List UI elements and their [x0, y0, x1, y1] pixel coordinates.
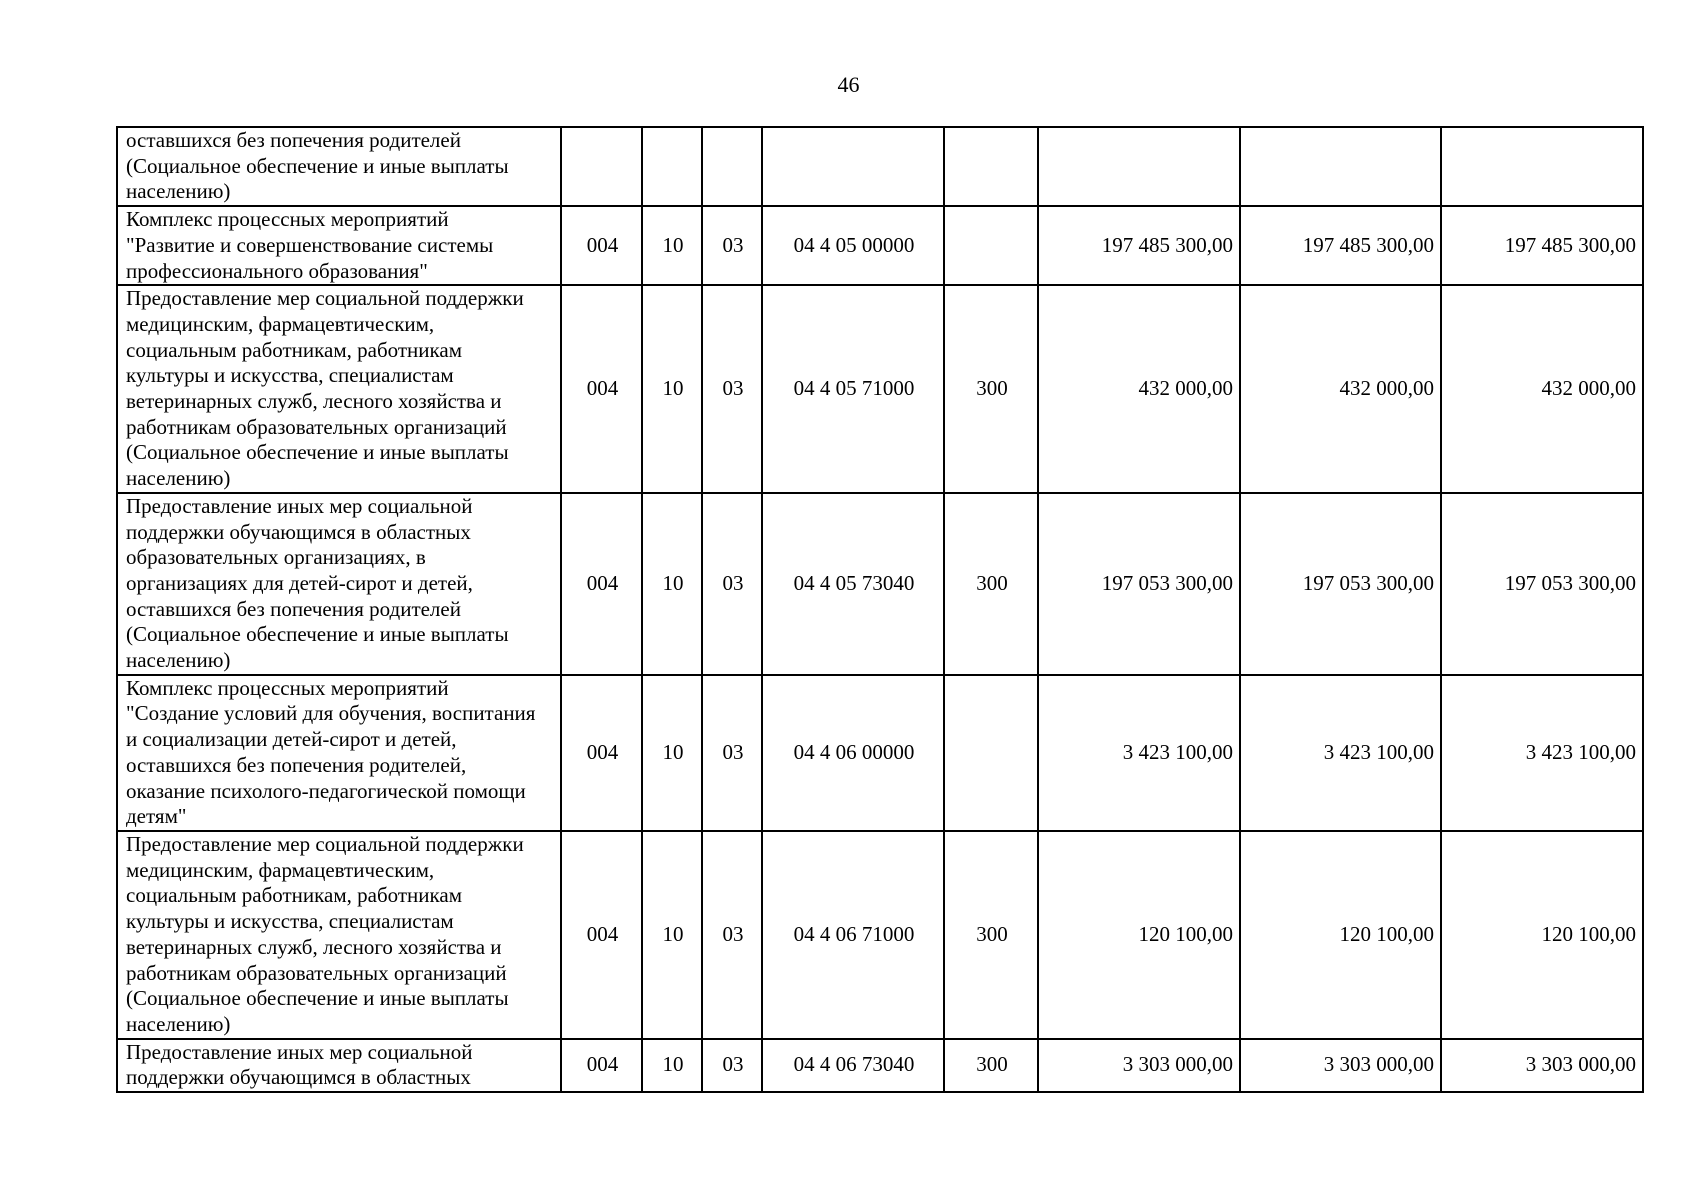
cell-name: Предоставление иных мер социальной поддержки обучающимся в областных: [117, 1039, 561, 1092]
table-row: [117, 831, 1643, 1039]
cell-sum-2: 3 423 100,00: [1240, 675, 1441, 831]
cell-sum-2: 432 000,00: [1240, 285, 1441, 493]
cell-csr: 04 4 05 71000: [762, 285, 944, 493]
cell-gr: 004: [561, 285, 642, 493]
cell-rz: 10: [642, 1039, 702, 1092]
cell-pr: 03: [702, 285, 762, 493]
cell-sum-2: [1240, 127, 1441, 206]
table-row: [117, 285, 1643, 493]
cell-sum-2: 197 485 300,00: [1240, 206, 1441, 285]
cell-sum-1: 3 423 100,00: [1038, 675, 1240, 831]
cell-csr: 04 4 06 71000: [762, 831, 944, 1039]
cell-gr: 004: [561, 1039, 642, 1092]
cell-sum-3: 197 053 300,00: [1441, 493, 1643, 675]
cell-sum-3: 3 423 100,00: [1441, 675, 1643, 831]
cell-sum-1: 3 303 000,00: [1038, 1039, 1240, 1092]
cell-vr: 300: [944, 1039, 1038, 1092]
cell-csr: 04 4 06 00000: [762, 675, 944, 831]
cell-rz: 10: [642, 206, 702, 285]
table-row: [117, 1039, 1643, 1092]
cell-vr: [944, 127, 1038, 206]
cell-gr: 004: [561, 206, 642, 285]
table-row: [117, 127, 1643, 206]
cell-sum-1: 197 053 300,00: [1038, 493, 1240, 675]
cell-name: Предоставление мер социальной поддержки медицинским, фармацевтическим, социальным работникам, работникам культуры и искусства, специалистам ветеринарных служб, лесного хозяйства и работникам образовательных организаций (Социальное обеспечение и иные выплаты населению): [117, 831, 561, 1039]
cell-pr: 03: [702, 675, 762, 831]
cell-csr: 04 4 06 73040: [762, 1039, 944, 1092]
cell-sum-3: 3 303 000,00: [1441, 1039, 1643, 1092]
cell-vr: [944, 206, 1038, 285]
cell-csr: 04 4 05 00000: [762, 206, 944, 285]
cell-gr: 004: [561, 831, 642, 1039]
cell-vr: 300: [944, 493, 1038, 675]
cell-rz: 10: [642, 285, 702, 493]
cell-pr: 03: [702, 493, 762, 675]
cell-sum-3: 432 000,00: [1441, 285, 1643, 493]
cell-sum-3: 197 485 300,00: [1441, 206, 1643, 285]
cell-sum-2: 197 053 300,00: [1240, 493, 1441, 675]
table-row: [117, 493, 1643, 675]
cell-name: Комплекс процессных мероприятий "Развитие и совершенствование системы профессионального образования": [117, 206, 561, 285]
cell-sum-1: 432 000,00: [1038, 285, 1240, 493]
table-row: [117, 206, 1643, 285]
cell-vr: [944, 675, 1038, 831]
cell-gr: 004: [561, 493, 642, 675]
cell-sum-2: 3 303 000,00: [1240, 1039, 1441, 1092]
cell-rz: [642, 127, 702, 206]
cell-name: оставшихся без попечения родителей (Социальное обеспечение и иные выплаты населению): [117, 127, 561, 206]
cell-rz: 10: [642, 831, 702, 1039]
cell-pr: [702, 127, 762, 206]
cell-name: Предоставление мер социальной поддержки медицинским, фармацевтическим, социальным работникам, работникам культуры и искусства, специалистам ветеринарных служб, лесного хозяйства и работникам образовательных организаций (Социальное обеспечение и иные выплаты населению): [117, 285, 561, 493]
cell-pr: 03: [702, 1039, 762, 1092]
cell-name: Предоставление иных мер социальной поддержки обучающимся в областных образовательных организациях, в организациях для детей-сирот и детей, оставшихся без попечения родителей (Социальное обеспечение и иные выплаты населению): [117, 493, 561, 675]
cell-sum-3: [1441, 127, 1643, 206]
cell-sum-1: [1038, 127, 1240, 206]
cell-sum-1: 120 100,00: [1038, 831, 1240, 1039]
cell-csr: 04 4 05 73040: [762, 493, 944, 675]
cell-pr: 03: [702, 206, 762, 285]
cell-name: Комплекс процессных мероприятий "Создание условий для обучения, воспитания и социализации детей-сирот и детей, оставшихся без попечения родителей, оказание психолого-педагогической помощи детям": [117, 675, 561, 831]
cell-gr: 004: [561, 675, 642, 831]
cell-pr: 03: [702, 831, 762, 1039]
cell-rz: 10: [642, 493, 702, 675]
cell-sum-2: 120 100,00: [1240, 831, 1441, 1039]
cell-sum-1: 197 485 300,00: [1038, 206, 1240, 285]
page-number: 46: [837, 72, 860, 97]
cell-vr: 300: [944, 285, 1038, 493]
cell-csr: [762, 127, 944, 206]
table-row: [117, 675, 1643, 831]
cell-rz: 10: [642, 675, 702, 831]
budget-table: [116, 126, 1644, 1093]
cell-gr: [561, 127, 642, 206]
cell-vr: 300: [944, 831, 1038, 1039]
cell-sum-3: 120 100,00: [1441, 831, 1643, 1039]
